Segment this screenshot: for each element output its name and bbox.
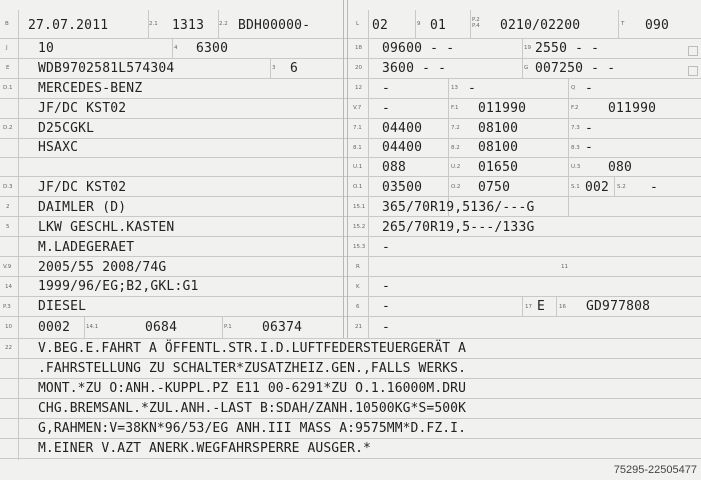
field-code: 15.3: [353, 244, 366, 250]
field-9-value: 01: [430, 18, 447, 33]
remarks-line-1: V.BEG.E.FAHRT A ÖFFENTL.STR.I.D.LUFTFEDERSTEUERGERÄT A: [38, 341, 467, 356]
check-box: [688, 66, 698, 76]
fuel-value: DIESEL: [38, 299, 87, 314]
field-code: 4: [174, 45, 178, 51]
field-code: 3: [272, 65, 276, 71]
field-14-1-value: 0684: [145, 320, 178, 335]
v9-value: 2005/55 2008/74G: [38, 260, 167, 275]
field-code: F.1: [451, 105, 459, 111]
field-4-value: 6300: [196, 41, 229, 56]
field-code: 7.1: [353, 125, 362, 131]
rule: [614, 176, 615, 196]
rule: [0, 458, 701, 459]
field-code: B: [5, 21, 9, 27]
field-l-value: 02: [372, 18, 389, 33]
rule: [0, 398, 701, 399]
field-6-value: -: [382, 299, 391, 314]
rule: [0, 157, 701, 158]
field-code: Q: [571, 85, 576, 91]
field-code: U.1: [353, 164, 363, 170]
field-code: 20: [355, 65, 362, 71]
field-19-value: 2550 - -: [535, 41, 600, 56]
field-f2-value: 011990: [608, 101, 657, 116]
field-code: P.2 P.4: [472, 17, 480, 29]
d3-value: JF/DC KST02: [38, 180, 127, 195]
rule: [0, 138, 701, 139]
field-v7-value: -: [382, 101, 391, 116]
field-code: 18: [355, 45, 362, 51]
rule: [470, 10, 471, 38]
field-18-value: 09600 - -: [382, 41, 455, 56]
field-g-value: 007250 - -: [535, 61, 616, 76]
rule: [415, 10, 416, 38]
rule: [0, 176, 701, 177]
field-code: L: [356, 21, 360, 27]
rule: [0, 196, 701, 197]
rule: [222, 316, 223, 338]
field-code: J: [6, 45, 8, 51]
rule: [172, 38, 173, 58]
rule: [0, 378, 701, 379]
body-extra-value: M.LADEGERAET: [38, 240, 135, 255]
field-code: 8.2: [451, 145, 460, 151]
remarks-line-6: M.EINER V.AZT ANERK.WEGFAHRSPERRE AUSGER.*: [38, 441, 371, 456]
emission-value: 1999/96/EG;B2,GKL:G1: [38, 279, 199, 294]
field-code: O.1: [353, 184, 363, 190]
remarks-line-4: CHG.BREMSANL.*ZUL.ANH.-LAST B:SDAH/ZANH.10500KG*S=500K: [38, 401, 467, 416]
field-code: U.3: [571, 164, 581, 170]
field-code: S.1: [571, 184, 580, 190]
field-code: 17: [525, 304, 532, 310]
rule: [0, 38, 701, 39]
field-code: 10: [5, 324, 12, 330]
tyre-size-2: 265/70R19,5---/133G: [382, 220, 535, 235]
field-q-value: -: [585, 81, 594, 96]
field-p2-p4-value: 0210/02200: [500, 18, 581, 33]
field-f1-value: 011990: [478, 101, 527, 116]
field-code: P.1: [224, 324, 232, 330]
rule: [522, 38, 523, 78]
field-13-value: -: [468, 81, 477, 96]
rule: [556, 296, 557, 316]
field-3-value: 6: [290, 61, 299, 76]
rule: [270, 58, 271, 78]
field-2-1-value: 1313: [172, 18, 205, 33]
field-code: F.2: [571, 105, 579, 111]
rule: [0, 316, 701, 317]
rule: [84, 316, 85, 338]
field-code: 2.2: [219, 21, 228, 27]
field-code: 5: [6, 224, 10, 230]
field-code: O.2: [451, 184, 461, 190]
field-code: D.3: [3, 184, 13, 190]
field-15-3-value: -: [382, 240, 391, 255]
column-divider: [347, 0, 348, 338]
rule: [448, 78, 449, 216]
field-code: P.3: [3, 304, 11, 310]
axle-mass-2: 08100: [478, 140, 519, 155]
field-code: 7.2: [451, 125, 460, 131]
column-divider: [343, 0, 344, 338]
rule: [522, 296, 523, 316]
remarks-line-3: MONT.*ZU O:ANH.-KUPPL.PZ E11 00-6291*ZU O.1.16000M.DRU: [38, 381, 467, 396]
field-code: 16: [559, 304, 566, 310]
body-type-value: LKW GESCHL.KASTEN: [38, 220, 175, 235]
vin-value: WDB9702581L574304: [38, 61, 175, 76]
field-code: 8.1: [353, 145, 362, 151]
field-code: 7.3: [571, 125, 580, 131]
rule: [0, 418, 701, 419]
field-code: 22: [5, 345, 12, 351]
field-16-value: GD977808: [586, 299, 651, 314]
field-code: 21: [355, 324, 362, 330]
rule: [568, 78, 569, 216]
field-20-value: 3600 - -: [382, 61, 447, 76]
rule: [0, 256, 701, 257]
field-code: 11: [561, 264, 568, 270]
field-code: 19: [524, 45, 531, 51]
field-2-2-value: BDH00000-: [238, 18, 311, 33]
field-code: 12: [355, 85, 362, 91]
rule: [0, 216, 701, 217]
field-j-value: 10: [38, 41, 55, 56]
field-17-value: E: [537, 299, 546, 314]
first-registration-date: 27.07.2011: [28, 18, 109, 33]
field-t-value: 090: [645, 18, 670, 33]
rule: [0, 236, 701, 237]
field-s1-value: 002: [585, 180, 610, 195]
field-code: V.9: [3, 264, 12, 270]
field-code: U.2: [451, 164, 461, 170]
field-code: 13: [451, 85, 458, 91]
manufacturer-value: MERCEDES-BENZ: [38, 81, 143, 96]
field-code: 6: [356, 304, 360, 310]
axle-mass-3: -: [585, 140, 594, 155]
field-code: 8.3: [571, 145, 580, 151]
field-code: V.7: [353, 105, 362, 111]
axle-load-1: 04400: [382, 121, 423, 136]
field-code: T: [621, 21, 625, 27]
rule: [368, 10, 369, 338]
field-u1-value: 088: [382, 160, 407, 175]
rule: [0, 338, 701, 339]
rule: [0, 276, 701, 277]
field-code: 9: [417, 21, 421, 27]
field-s2-value: -: [650, 180, 659, 195]
field-code: E: [6, 65, 10, 71]
rule: [0, 438, 701, 439]
field-code: D.2: [3, 125, 13, 131]
field-k-value: -: [382, 279, 391, 294]
rule: [0, 296, 701, 297]
field-o1-value: 03500: [382, 180, 423, 195]
axle-load-3: -: [585, 121, 594, 136]
d2-line-3: HSAXC: [38, 140, 79, 155]
field-code: R: [356, 264, 360, 270]
d2-line-1: JF/DC KST02: [38, 101, 127, 116]
rule: [0, 78, 701, 79]
axle-load-2: 08100: [478, 121, 519, 136]
check-box: [688, 46, 698, 56]
field-12-value: -: [382, 81, 391, 96]
field-p3-value: 0002: [38, 320, 71, 335]
field-o2-value: 0750: [478, 180, 511, 195]
rule: [0, 98, 701, 99]
axle-mass-1: 04400: [382, 140, 423, 155]
rule: [618, 10, 619, 38]
field-code: S.2: [617, 184, 626, 190]
rule: [0, 58, 701, 59]
field-code: 2: [6, 204, 10, 210]
field-u3-value: 080: [608, 160, 633, 175]
rule: [0, 358, 701, 359]
field-p1-value: 06374: [262, 320, 303, 335]
make-value: DAIMLER (D): [38, 200, 127, 215]
field-code: 2.1: [149, 21, 158, 27]
tyre-size-1: 365/70R19,5136/---G: [382, 200, 535, 215]
remarks-line-2: .FAHRSTELLUNG ZU SCHALTER*ZUSATZHEIZ.GEN.,FALLS WERKS.: [38, 361, 467, 376]
field-code: 15.2: [353, 224, 366, 230]
field-u2-value: 01650: [478, 160, 519, 175]
field-code: K: [356, 284, 360, 290]
d2-line-2: D25CGKL: [38, 121, 95, 136]
field-code: D.1: [3, 85, 13, 91]
rule: [18, 10, 19, 460]
field-code: 14.1: [86, 324, 99, 330]
reference-number: 75295-22505477: [613, 464, 697, 476]
rule: [0, 118, 701, 119]
remarks-line-5: G,RAHMEN:V=38KN*96/53/EG ANH.III MASS A:9575MM*D.FZ.I.: [38, 421, 467, 436]
field-21-value: -: [382, 320, 391, 335]
field-code: G: [524, 65, 529, 71]
field-code: 15.1: [353, 204, 366, 210]
field-code: 14: [5, 284, 12, 290]
